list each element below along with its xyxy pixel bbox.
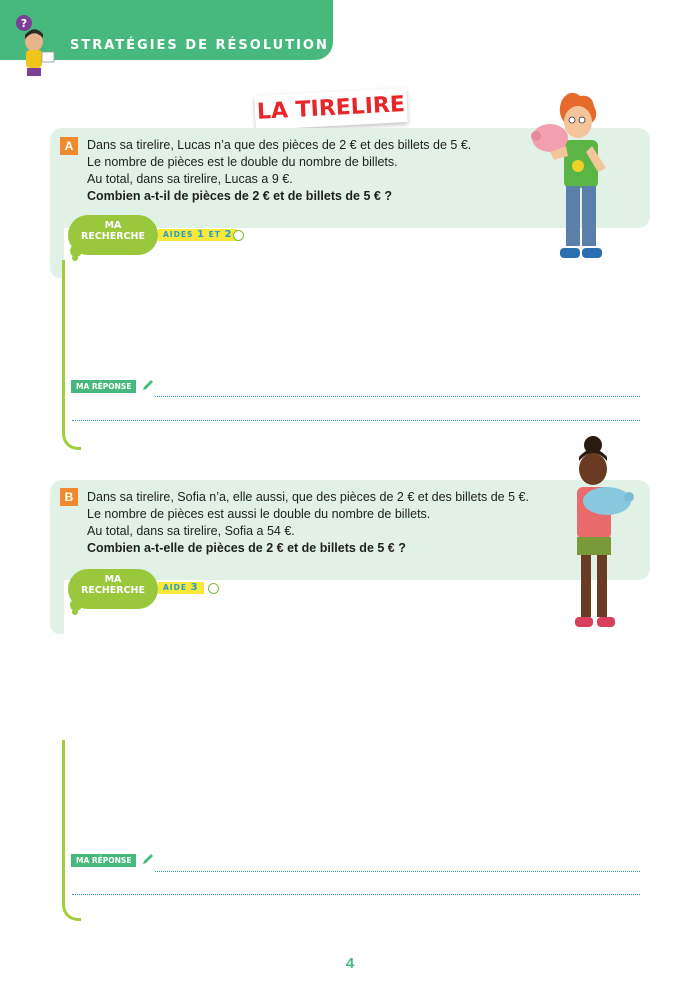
research-label-line-2: RECHERCHE xyxy=(81,585,145,596)
answer-label-b: MA RÉPONSE xyxy=(71,854,136,867)
answer-line-b-2[interactable] xyxy=(72,894,640,895)
answer-line-a-1[interactable] xyxy=(155,396,640,397)
research-cloud-a xyxy=(68,215,158,255)
aide-joiner: ET xyxy=(208,230,221,239)
girl-with-piggy-bank-illustration xyxy=(555,435,645,635)
aide-number: 2 xyxy=(224,229,233,240)
problem-a-line-1: Dans sa tirelire, Lucas n’a que des pièces de 2 € et des billets de 5 €. xyxy=(87,138,472,152)
problem-b-question: Combien a-t-elle de pièces de 2 € et de billets de 5 € ? xyxy=(87,541,406,555)
aide-checkbox-a[interactable] xyxy=(233,230,244,241)
problem-a-line-3: Au total, dans sa tirelire, Lucas a 9 €. xyxy=(87,172,293,186)
thinking-kid-icon xyxy=(12,14,60,78)
problem-a-text xyxy=(87,137,471,205)
research-label-line-1: MA xyxy=(104,220,122,231)
aide-word: AIDE xyxy=(163,583,187,592)
pencil-icon xyxy=(141,852,155,866)
answer-label-a: MA RÉPONSE xyxy=(71,380,136,393)
problem-a-letter: A xyxy=(60,137,78,155)
boy-with-piggy-bank-illustration xyxy=(510,90,630,270)
header-title: STRATÉGIES DE RÉSOLUTION xyxy=(70,38,329,53)
aide-checkbox-b[interactable] xyxy=(208,583,219,594)
problem-a-question: Combien a-t-il de pièces de 2 € et de billets de 5 € ? xyxy=(87,189,392,203)
research-area-a[interactable] xyxy=(62,260,81,450)
research-label-line-1: MA xyxy=(104,574,122,585)
pencil-icon xyxy=(141,378,155,392)
problem-b-text xyxy=(87,489,529,557)
research-cloud-b xyxy=(68,569,158,609)
research-label-line-2: RECHERCHE xyxy=(81,231,145,242)
aide-number: 1 xyxy=(196,229,205,240)
aide-word: AIDES xyxy=(163,230,194,239)
problem-b-line-3: Au total, dans sa tirelire, Sofia a 54 €. xyxy=(87,524,295,538)
problem-a-line-2: Le nombre de pièces est le double du nombre de billets. xyxy=(87,155,398,169)
page-number: 4 xyxy=(345,955,355,972)
aide-badge-a[interactable] xyxy=(158,229,237,241)
page-title: LA TIRELIRE xyxy=(256,92,406,125)
problem-b-letter: B xyxy=(60,488,78,506)
title-tag xyxy=(254,88,408,130)
aide-number: 3 xyxy=(190,582,199,593)
answer-line-a-2[interactable] xyxy=(72,420,640,421)
problem-b-panel-tail xyxy=(50,560,64,634)
answer-line-b-1[interactable] xyxy=(155,871,640,872)
problem-b-line-1: Dans sa tirelire, Sofia n’a, elle aussi, que des pièces de 2 € et des billets de 5 €. xyxy=(87,490,529,504)
svg-text:?: ? xyxy=(20,17,28,30)
problem-b-line-2: Le nombre de pièces est aussi le double du nombre de billets. xyxy=(87,507,431,521)
aide-badge-b[interactable] xyxy=(158,582,204,594)
